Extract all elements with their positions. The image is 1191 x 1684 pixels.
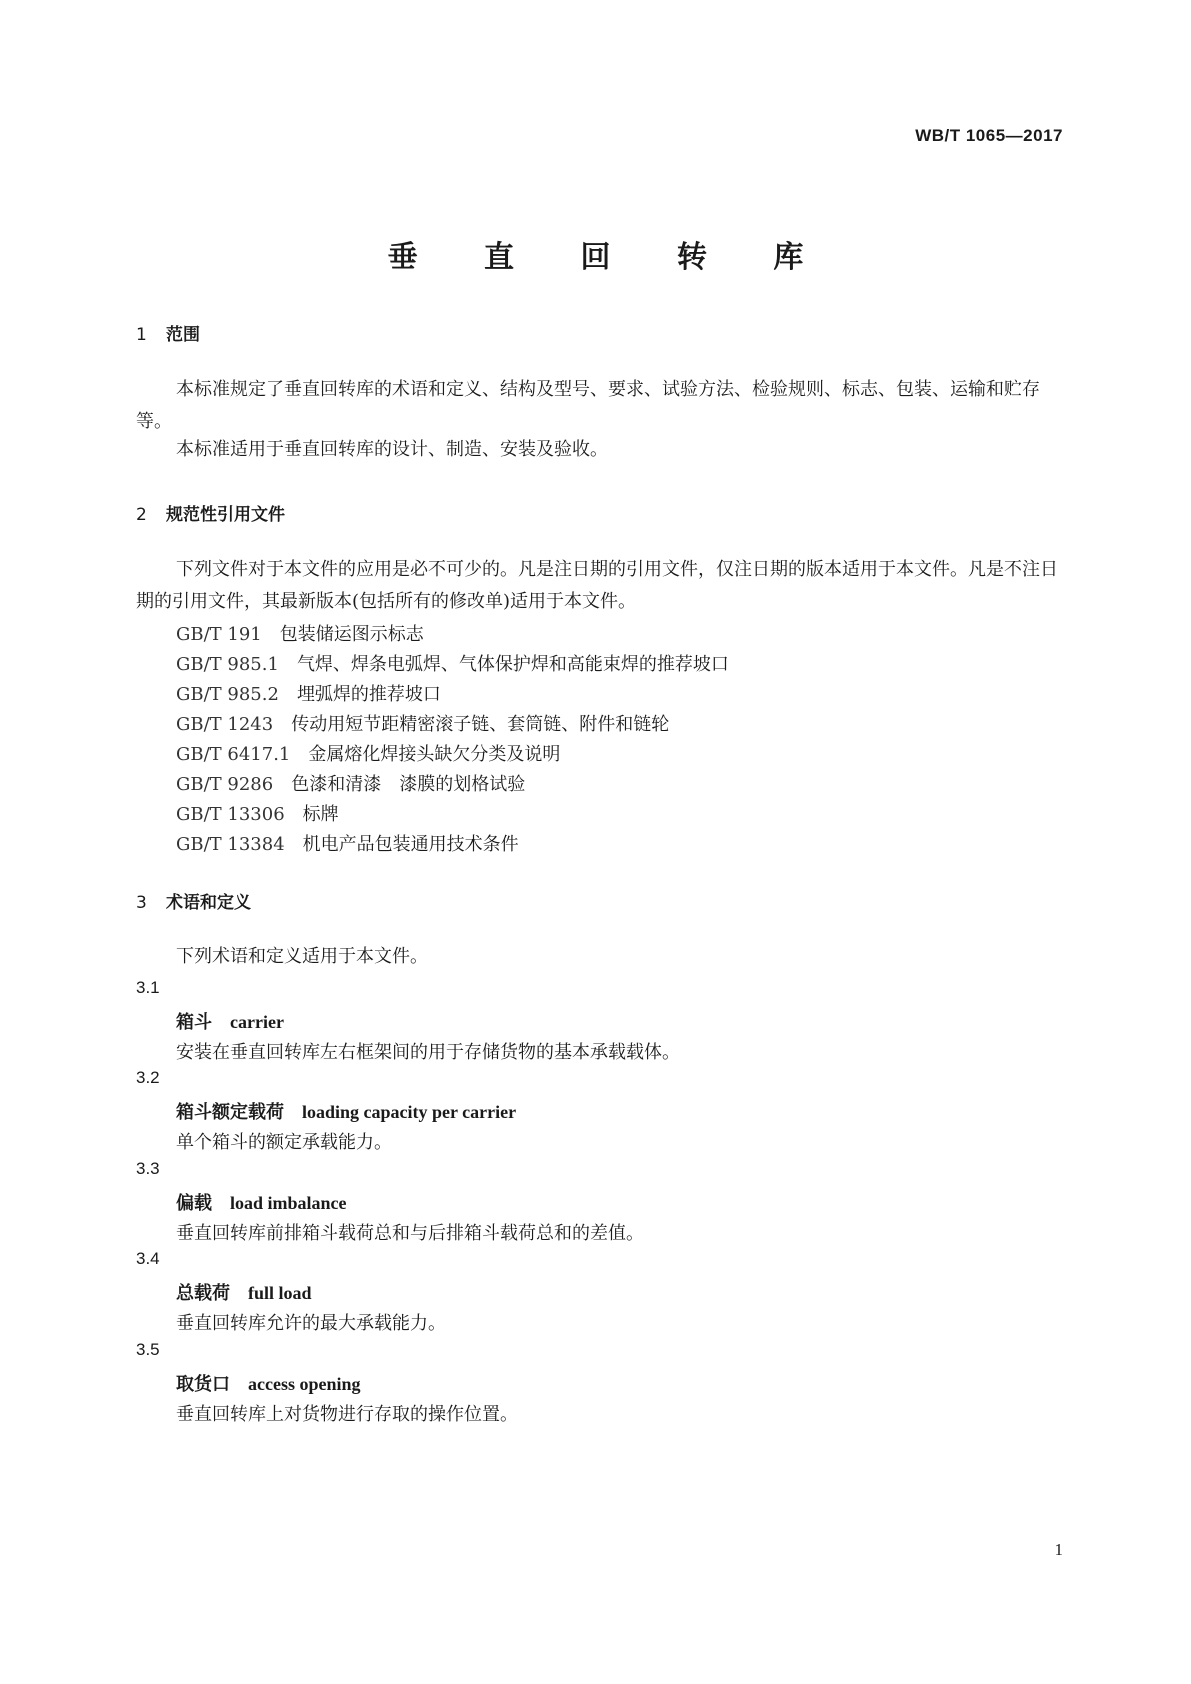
term-en: carrier [230, 1012, 284, 1032]
term-zh: 取货口 [176, 1374, 230, 1395]
term-definition: 安装在垂直回转库左右框架间的用于存储货物的基本承载载体。 [176, 1042, 680, 1063]
section-1-paragraph-2: 本标准适用于垂直回转库的设计、制造、安装及验收。 [176, 439, 608, 460]
reference-name: 标牌 [302, 804, 339, 825]
section-title: 范围 [166, 325, 200, 345]
reference-item [176, 680, 441, 706]
reference-code: GB/T 6417.1 [176, 744, 291, 765]
term-number: 3.3 [136, 1159, 160, 1178]
reference-item [176, 830, 519, 856]
reference-code: GB/T 13384 [176, 834, 285, 855]
section-title: 规范性引用文件 [166, 505, 285, 525]
reference-name: 机电产品包装通用技术条件 [302, 834, 519, 855]
term-number: 3.4 [136, 1249, 160, 1268]
reference-code: GB/T 1243 [176, 714, 274, 735]
reference-name: 气焊、焊条电弧焊、气体保护焊和高能束焊的推荐坡口 [296, 654, 729, 675]
section-3-paragraph-1: 下列术语和定义适用于本文件。 [176, 946, 428, 967]
term-heading [176, 1189, 347, 1215]
term-heading [176, 1370, 361, 1396]
section-title: 术语和定义 [166, 893, 251, 913]
term-zh: 总载荷 [176, 1283, 230, 1304]
term-heading [176, 1279, 312, 1305]
section-3-heading [136, 888, 251, 913]
page-number: 1 [1054, 1540, 1063, 1559]
term-zh: 偏载 [176, 1193, 212, 1214]
term-number: 3.5 [136, 1340, 160, 1359]
term-definition: 垂直回转库前排箱斗载荷总和与后排箱斗载荷总和的差值。 [176, 1223, 644, 1244]
term-zh: 箱斗 [176, 1012, 212, 1033]
term-heading [176, 1008, 284, 1034]
reference-code: GB/T 985.2 [176, 684, 279, 705]
standard-code: WB/T 1065—2017 [915, 126, 1063, 145]
reference-name: 金属熔化焊接头缺欠分类及说明 [308, 744, 561, 765]
term-en: access opening [248, 1374, 361, 1394]
section-number: 3 [136, 893, 147, 913]
reference-item [176, 620, 424, 646]
term-number: 3.2 [136, 1068, 160, 1087]
reference-item [176, 770, 525, 796]
term-number: 3.1 [136, 978, 160, 997]
reference-code: GB/T 191 [176, 624, 262, 645]
section-2-paragraph-1: 下列文件对于本文件的应用是必不可少的。凡是注日期的引用文件，仅注日期的版本适用于本文件。凡是不注日期的引用文件，其最新版本(包括所有的修改单)适用于本文件。 [136, 559, 1058, 612]
term-en: load imbalance [230, 1193, 347, 1213]
term-definition: 单个箱斗的额定承载能力。 [176, 1132, 392, 1153]
reference-code: GB/T 9286 [176, 774, 274, 795]
term-heading [176, 1098, 516, 1124]
reference-code: GB/T 13306 [176, 804, 285, 825]
term-definition: 垂直回转库上对货物进行存取的操作位置。 [176, 1404, 518, 1425]
reference-name: 色漆和清漆 漆膜的划格试验 [291, 774, 526, 795]
section-number: 1 [136, 325, 147, 345]
term-en: loading capacity per carrier [302, 1102, 517, 1122]
reference-item [176, 710, 669, 736]
section-number: 2 [136, 505, 147, 525]
term-definition: 垂直回转库允许的最大承载能力。 [176, 1313, 446, 1334]
reference-name: 包装储运图示标志 [279, 624, 424, 645]
document-title: 垂 直 回 转 库 [387, 240, 832, 275]
reference-item [176, 650, 729, 676]
reference-code: GB/T 985.1 [176, 654, 279, 675]
section-1-paragraph-1: 本标准规定了垂直回转库的术语和定义、结构及型号、要求、试验方法、检验规则、标志、包装、运输和贮存等。 [136, 379, 1040, 432]
section-2-heading [136, 500, 285, 525]
reference-name: 埋弧焊的推荐坡口 [296, 684, 441, 705]
section-1-heading [136, 320, 200, 345]
term-en: full load [248, 1283, 312, 1303]
reference-name: 传动用短节距精密滚子链、套筒链、附件和链轮 [291, 714, 670, 735]
term-zh: 箱斗额定载荷 [176, 1102, 284, 1123]
reference-item [176, 800, 339, 826]
reference-item [176, 740, 560, 766]
